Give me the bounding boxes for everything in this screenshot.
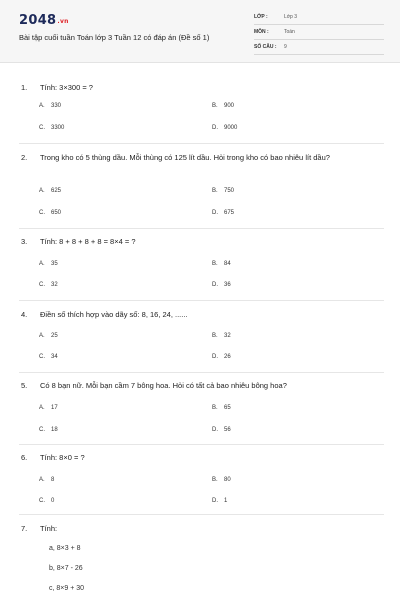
option-b[interactable]	[212, 405, 231, 411]
logo-text: 2048	[19, 13, 57, 28]
meta-label: MÔN :	[254, 29, 269, 35]
option-d[interactable]	[212, 125, 237, 131]
sub-item-b: b, 8×7 - 26	[49, 565, 83, 572]
divider	[19, 300, 384, 301]
question-text	[21, 82, 391, 93]
question-number: 5.	[21, 381, 28, 390]
option-b[interactable]	[212, 261, 231, 267]
question-number: 2.	[21, 153, 28, 162]
logo-suffix: .vn	[57, 18, 69, 25]
option-value: 750	[224, 188, 235, 194]
option-value: 36	[224, 282, 231, 288]
option-letter: B.	[212, 261, 218, 267]
meta-row-class	[254, 13, 384, 25]
option-b[interactable]	[212, 103, 234, 109]
option-value: 34	[51, 354, 58, 360]
option-d[interactable]	[212, 210, 234, 216]
question-text	[21, 523, 391, 534]
option-c[interactable]	[39, 210, 61, 216]
option-d[interactable]	[212, 282, 231, 288]
question-body: Tính: 8×0 = ?	[40, 453, 85, 462]
option-letter: A.	[39, 405, 45, 411]
question-text	[21, 236, 391, 247]
option-letter: B.	[212, 477, 218, 483]
option-value: 80	[224, 477, 231, 483]
option-c[interactable]	[39, 354, 58, 360]
meta-value: Toán	[284, 29, 295, 35]
meta-row-count	[254, 43, 384, 55]
option-value: 17	[51, 405, 58, 411]
document-meta	[254, 13, 384, 58]
option-c[interactable]	[39, 125, 64, 131]
option-d[interactable]	[212, 498, 227, 504]
question-body: Trong kho có 5 thùng dầu. Mỗi thùng có 125 lít dầu. Hỏi trong kho có bao nhiêu lít dầu?	[40, 153, 330, 162]
divider	[19, 143, 384, 144]
option-letter: D.	[212, 282, 218, 288]
meta-label: LỚP :	[254, 14, 268, 20]
site-logo[interactable]	[19, 13, 69, 28]
question-number: 4.	[21, 310, 28, 319]
option-value: 8	[51, 477, 55, 483]
option-value: 65	[224, 405, 231, 411]
option-value: 9000	[224, 125, 238, 131]
option-letter: B.	[212, 333, 218, 339]
document-header	[0, 0, 400, 63]
option-letter: D.	[212, 427, 218, 433]
option-a[interactable]	[39, 188, 61, 194]
question-body: Tính:	[40, 524, 58, 533]
option-b[interactable]	[212, 477, 231, 483]
option-b[interactable]	[212, 188, 234, 194]
option-value: 625	[51, 188, 62, 194]
option-value: 56	[224, 427, 231, 433]
question-body: Điền số thích hợp vào dãy số: 8, 16, 24, ......	[40, 310, 188, 319]
option-a[interactable]	[39, 405, 58, 411]
option-c[interactable]	[39, 427, 58, 433]
question-number: 1.	[21, 83, 28, 92]
option-b[interactable]	[212, 333, 231, 339]
option-value: 26	[224, 354, 231, 360]
option-letter: C.	[39, 354, 45, 360]
divider	[19, 514, 384, 515]
option-value: 3300	[51, 125, 65, 131]
option-value: 25	[51, 333, 58, 339]
document-title: Bài tập cuối tuần Toán lớp 3 Tuần 12 có đáp án (Đề số 1)	[19, 33, 210, 42]
option-letter: B.	[212, 405, 218, 411]
question-text	[21, 380, 391, 391]
option-d[interactable]	[212, 427, 231, 433]
option-value: 650	[51, 210, 62, 216]
option-letter: D.	[212, 354, 218, 360]
option-c[interactable]	[39, 498, 54, 504]
option-letter: B.	[212, 188, 218, 194]
option-a[interactable]	[39, 261, 58, 267]
option-letter: A.	[39, 477, 45, 483]
option-value: 0	[51, 498, 55, 504]
option-letter: C.	[39, 427, 45, 433]
sub-item-c: c, 8×9 + 30	[49, 585, 85, 592]
option-value: 32	[51, 282, 58, 288]
question-body: Tính: 8 + 8 + 8 + 8 = 8×4 = ?	[40, 237, 136, 246]
option-letter: D.	[212, 210, 218, 216]
question-number: 6.	[21, 453, 28, 462]
meta-value: 9	[284, 44, 287, 50]
option-letter: A.	[39, 188, 45, 194]
sub-item-a: a, 8×3 + 8	[49, 545, 81, 552]
option-value: 330	[51, 103, 62, 109]
option-letter: C.	[39, 498, 45, 504]
option-value: 18	[51, 427, 58, 433]
option-value: 1	[224, 498, 228, 504]
meta-label: SỐ CÂU :	[254, 44, 277, 50]
question-text	[21, 152, 391, 163]
question-body: Có 8 bạn nữ. Mỗi bạn cầm 7 bông hoa. Hỏi có tất cả bao nhiêu bông hoa?	[40, 381, 287, 390]
question-text	[21, 309, 391, 320]
option-letter: A.	[39, 333, 45, 339]
option-letter: D.	[212, 498, 218, 504]
option-letter: A.	[39, 103, 45, 109]
meta-value: Lớp 3	[284, 14, 298, 20]
option-letter: C.	[39, 282, 45, 288]
option-value: 900	[224, 103, 235, 109]
option-value: 675	[224, 210, 235, 216]
meta-row-subject	[254, 28, 384, 40]
option-value: 84	[224, 261, 231, 267]
option-value: 32	[224, 333, 231, 339]
question-text	[21, 452, 391, 463]
question-body: Tính: 3×300 = ?	[40, 83, 93, 92]
option-a[interactable]	[39, 333, 58, 339]
divider	[19, 372, 384, 373]
option-letter: A.	[39, 261, 45, 267]
option-c[interactable]	[39, 282, 58, 288]
option-letter: D.	[212, 125, 218, 131]
divider	[19, 228, 384, 229]
option-a[interactable]	[39, 477, 54, 483]
question-number: 3.	[21, 237, 28, 246]
question-number: 7.	[21, 524, 28, 533]
option-value: 35	[51, 261, 58, 267]
option-letter: C.	[39, 210, 45, 216]
option-letter: C.	[39, 125, 45, 131]
divider	[19, 444, 384, 445]
option-a[interactable]	[39, 103, 61, 109]
option-letter: B.	[212, 103, 218, 109]
option-d[interactable]	[212, 354, 231, 360]
